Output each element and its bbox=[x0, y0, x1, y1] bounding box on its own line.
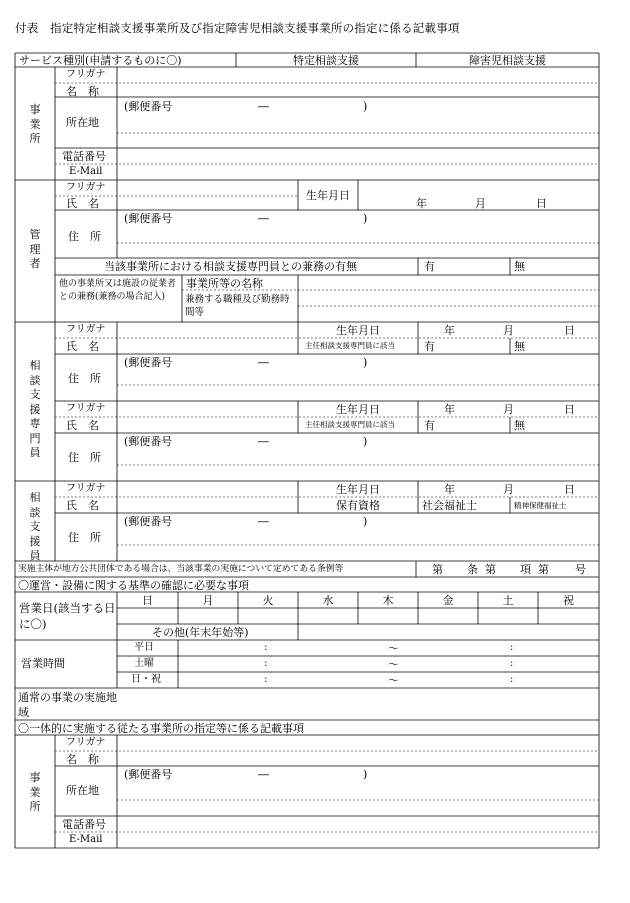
day-mon[interactable]: 月 bbox=[202, 594, 214, 607]
hours-weekday-tilde: ～ bbox=[388, 642, 399, 655]
day-thu[interactable]: 木 bbox=[382, 594, 394, 607]
staff-name-label: 氏 名 bbox=[66, 499, 99, 512]
manager-birth-day: 日 bbox=[536, 197, 547, 210]
manager-birth-label: 生年月日 bbox=[306, 189, 350, 202]
service-option-specific[interactable]: 特定相談支援 bbox=[293, 54, 359, 67]
hours-sunday-end-colon: : bbox=[510, 674, 514, 685]
specialist-1-postal-close: ) bbox=[363, 356, 368, 369]
manager-section-label: 管理者 bbox=[29, 228, 41, 270]
specialist-2-chief-label: 主任相談支援専門員に該当 bbox=[305, 420, 395, 429]
service-option-child[interactable]: 障害児相談支援 bbox=[469, 54, 546, 67]
integrated-office-label: 事業所 bbox=[29, 771, 41, 813]
specialist-1-postal-dash: ― bbox=[258, 356, 269, 369]
specialist-1-chief-yes[interactable]: 有 bbox=[424, 340, 435, 353]
integrated-postal-label: (郵便番号 bbox=[124, 768, 173, 781]
specialist-2-birth-month: 月 bbox=[503, 403, 514, 416]
ordinance-dai3: 第 bbox=[538, 563, 549, 576]
specialist-1-chief-no[interactable]: 無 bbox=[514, 340, 525, 353]
specialist-section-label: 相談支援専門員 bbox=[29, 359, 41, 459]
staff-furigana-label: フリガナ bbox=[66, 483, 106, 494]
specialist-1-furigana-label: フリガナ bbox=[66, 324, 106, 335]
specialist-1-birth-label: 生年月日 bbox=[336, 324, 380, 337]
specialist-1-chief-label: 主任相談支援専門員に該当 bbox=[305, 341, 395, 350]
specialist-2-furigana-label: フリガナ bbox=[66, 403, 106, 414]
operating-hours-label: 営業時間 bbox=[21, 657, 65, 670]
hours-saturday-end-colon: : bbox=[510, 658, 514, 669]
other-days-label: その他(年末年始等) bbox=[152, 626, 249, 639]
manager-other-duty-label: 兼務する職種及び勤務時間等 bbox=[185, 294, 290, 318]
day-sun[interactable]: 日 bbox=[142, 594, 153, 607]
day-holiday[interactable]: 祝 bbox=[563, 594, 574, 607]
hours-sunday-tilde: ～ bbox=[388, 674, 399, 687]
office-name-label: 名 称 bbox=[66, 85, 99, 98]
integrated-phone-label: 電話番号 bbox=[62, 818, 106, 831]
integrated-email-label: E-Mail bbox=[69, 834, 103, 845]
integrated-postal-close: ) bbox=[363, 768, 368, 781]
ordinance-text: 実施主体が地方公共団体である場合は、当該事業の実施について定めてある条例等 bbox=[18, 564, 344, 574]
ordinance-jou: 条 bbox=[467, 563, 478, 576]
office-email-label: E-Mail bbox=[69, 166, 103, 177]
staff-birth-year: 年 bbox=[444, 483, 455, 496]
manager-other-office-name-label: 事業所等の名称 bbox=[186, 277, 263, 290]
office-postal-label: (郵便番号 bbox=[124, 100, 173, 113]
specialist-1-birth-day: 日 bbox=[564, 324, 575, 337]
office-phone-label: 電話番号 bbox=[62, 150, 106, 163]
staff-postal-dash: ― bbox=[258, 515, 269, 528]
specialist-2-postal-close: ) bbox=[363, 435, 368, 448]
service-type-header: サービス種別(申請するものに〇) bbox=[19, 54, 182, 67]
specialist-2-postal-label: (郵便番号 bbox=[124, 435, 173, 448]
hours-weekday-start-colon: : bbox=[264, 642, 268, 653]
ordinance-gou: 号 bbox=[575, 563, 586, 576]
staff-postal-close: ) bbox=[363, 515, 368, 528]
staff-section-label: 相談支援員 bbox=[29, 491, 41, 562]
integrated-furigana-label: フリガナ bbox=[66, 737, 106, 748]
staff-postal-label: (郵便番号 bbox=[124, 515, 173, 528]
hours-sunday-start-colon: : bbox=[264, 674, 268, 685]
manager-furigana-label: フリガナ bbox=[66, 182, 106, 193]
manager-concurrent-question: 当該事業所における相談支援専門員との兼務の有無 bbox=[104, 260, 357, 273]
hours-saturday-label: 土曜 bbox=[134, 658, 154, 669]
office-furigana-label: フリガナ bbox=[66, 69, 106, 80]
manager-birth-month: 月 bbox=[475, 197, 486, 210]
specialist-2-address-label: 住 所 bbox=[68, 451, 101, 464]
staff-address-label: 住 所 bbox=[68, 531, 101, 544]
specialist-2-birth-label: 生年月日 bbox=[336, 403, 380, 416]
hours-weekday-label: 平日 bbox=[134, 642, 154, 653]
day-sat[interactable]: 土 bbox=[502, 594, 514, 607]
integrated-postal-dash: ― bbox=[258, 768, 269, 781]
manager-postal-dash: ― bbox=[258, 212, 269, 225]
manager-postal-label: (郵便番号 bbox=[124, 212, 173, 225]
staff-qual-social-worker[interactable]: 社会福祉士 bbox=[422, 499, 477, 512]
manager-concurrent-no[interactable]: 無 bbox=[514, 260, 525, 273]
manager-other-concurrent-label: 他の事業所又は施設の従業者との兼務(兼務の場合記入) bbox=[59, 279, 177, 302]
office-postal-close: ) bbox=[363, 100, 368, 113]
ordinance-dai2: 第 bbox=[485, 563, 496, 576]
office-section-label: 事業所 bbox=[29, 103, 41, 145]
day-fri[interactable]: 金 bbox=[442, 594, 454, 607]
specialist-1-birth-month: 月 bbox=[503, 324, 514, 337]
day-tue[interactable]: 火 bbox=[262, 594, 274, 607]
day-wed[interactable]: 水 bbox=[322, 594, 334, 607]
manager-concurrent-yes[interactable]: 有 bbox=[424, 260, 435, 273]
specialist-2-birth-day: 日 bbox=[564, 403, 575, 416]
hours-saturday-start-colon: : bbox=[264, 658, 268, 669]
specialist-2-postal-dash: ― bbox=[258, 435, 269, 448]
page-title: 付表 指定特定相談支援事業所及び指定障害児相談支援事業所の指定に係る記載事項 bbox=[15, 21, 460, 35]
service-area-label: 通常の事業の実施地域 bbox=[18, 691, 117, 719]
specialist-1-birth-year: 年 bbox=[444, 324, 455, 337]
ordinance-kou: 項 bbox=[520, 563, 531, 576]
integrated-name-label: 名 称 bbox=[66, 753, 99, 766]
ordinance-dai: 第 bbox=[432, 563, 443, 576]
staff-birth-month: 月 bbox=[503, 483, 514, 496]
staff-qual-psych-worker[interactable]: 精神保健福祉士 bbox=[514, 501, 567, 510]
office-address-label: 所在地 bbox=[66, 116, 99, 129]
hours-sunday-holiday-label: 日・祝 bbox=[131, 674, 161, 685]
specialist-2-chief-yes[interactable]: 有 bbox=[424, 419, 435, 432]
operation-header: 〇運営・設備に関する基準の確認に必要な事項 bbox=[18, 579, 249, 592]
manager-address-label: 住 所 bbox=[68, 230, 101, 243]
integrated-header: 〇一体的に実施する従たる事業所の指定等に係る記載事項 bbox=[18, 722, 304, 735]
office-postal-dash: ― bbox=[258, 100, 269, 113]
staff-birth-day: 日 bbox=[564, 483, 575, 496]
specialist-1-name-label: 氏 名 bbox=[66, 340, 99, 353]
staff-qualification-label: 保有資格 bbox=[336, 499, 380, 512]
manager-postal-close: ) bbox=[363, 212, 368, 225]
hours-weekday-end-colon: : bbox=[510, 642, 514, 653]
specialist-2-name-label: 氏 名 bbox=[66, 419, 99, 432]
manager-birth-year: 年 bbox=[416, 197, 427, 210]
specialist-1-postal-label: (郵便番号 bbox=[124, 356, 173, 369]
integrated-address-label: 所在地 bbox=[66, 784, 99, 797]
specialist-2-birth-year: 年 bbox=[444, 403, 455, 416]
manager-name-label: 氏 名 bbox=[66, 197, 99, 210]
hours-saturday-tilde: ～ bbox=[388, 658, 399, 671]
staff-birth-label: 生年月日 bbox=[336, 483, 380, 496]
specialist-2-chief-no[interactable]: 無 bbox=[514, 419, 525, 432]
operating-days-label: 営業日(該当する日に〇) bbox=[19, 601, 116, 631]
specialist-1-address-label: 住 所 bbox=[68, 372, 101, 385]
